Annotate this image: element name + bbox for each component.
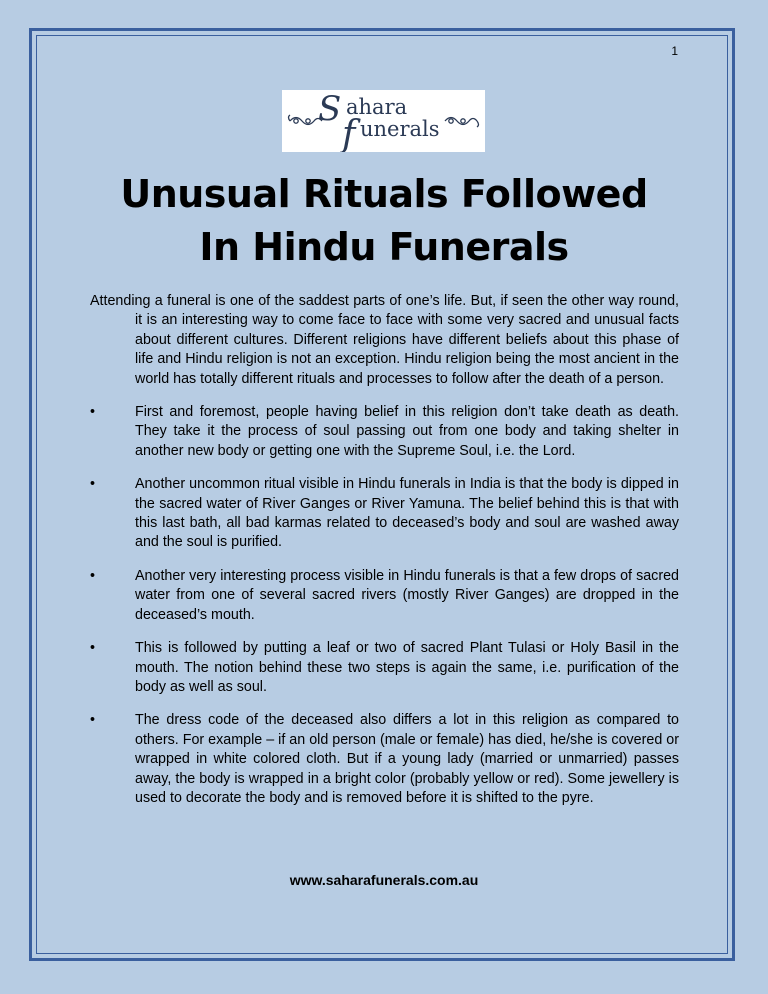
page-number: 1 xyxy=(671,44,678,58)
intro-paragraph: Attending a funeral is one of the saddest parts of one’s life. But, if seen the other way round, it is an interesting way to come face to face with some very sacred and unusual facts about different cultures. Different religions have different beliefs about this phase of life and Hindu religion is not an exception. Hindu religion being the most ancient in the world has totally different rituals and processes to follow after the death of a person. xyxy=(90,293,679,387)
logo-initial-s: S xyxy=(318,90,342,129)
list-item-text: The dress code of the deceased also differs a lot in this religion as compared to others. For example – if an old person (male or female) has died, he/she is covered or wrapped in white colored cloth. But if a young lady (married or unmarried) passes away, the body is wrapped in a bright color (probably yellow or red). Some jewellery is used to decorate the body and is removed before it is shifted to the pyre. xyxy=(135,712,679,806)
article-body xyxy=(90,292,679,822)
left-flourish-icon xyxy=(289,115,323,125)
list-item-text: Another very interesting process visible in Hindu funerals is that a few drops of sacred water from one of several sacred rivers (mostly River Ganges) are dropped in the deceased’s mouth. xyxy=(135,567,679,623)
list-item xyxy=(90,711,679,808)
bullet-icon: • xyxy=(90,404,96,421)
list-item xyxy=(90,567,679,625)
title-line-1: Unusual Rituals Followed xyxy=(120,172,648,216)
title-line-2: In Hindu Funerals xyxy=(199,225,569,269)
logo-initial-f: f xyxy=(342,114,356,152)
list-item xyxy=(90,639,679,697)
sahara-funerals-logo xyxy=(282,90,485,152)
list-item-text: Another uncommon ritual visible in Hindu funerals in India is that the body is dipped in the sacred water of River Ganges or River Yamuna. The belief behind this is that with this last bath, all bad karmas related to deceased’s body and soul are washed away and the soul is purified. xyxy=(135,476,679,551)
footer-website-link[interactable]: www.saharafunerals.com.au xyxy=(289,872,479,888)
right-flourish-icon xyxy=(445,118,479,128)
bullet-icon: • xyxy=(90,567,96,584)
bullet-icon: • xyxy=(90,476,96,493)
bullet-icon: • xyxy=(90,640,96,657)
logo-graphic xyxy=(282,90,485,152)
bullet-icon: • xyxy=(90,712,96,729)
list-item xyxy=(90,403,679,461)
logo-word-unerals: unerals xyxy=(360,117,440,141)
logo-word-ahara: ahara xyxy=(346,95,408,119)
page-title xyxy=(60,168,708,274)
list-item-text: First and foremost, people having belief in this religion don’t take death as death. They take it the process of soul passing out from one body and taking shelter in another new body or getting one with the Supreme Soul, i.e. the Lord. xyxy=(135,404,679,459)
list-item-text: This is followed by putting a leaf or two of sacred Plant Tulasi or Holy Basil in the mouth. The notion behind these two steps is again the same, i.e. purification of the body as well as soul. xyxy=(135,640,679,695)
list-item xyxy=(90,475,679,553)
